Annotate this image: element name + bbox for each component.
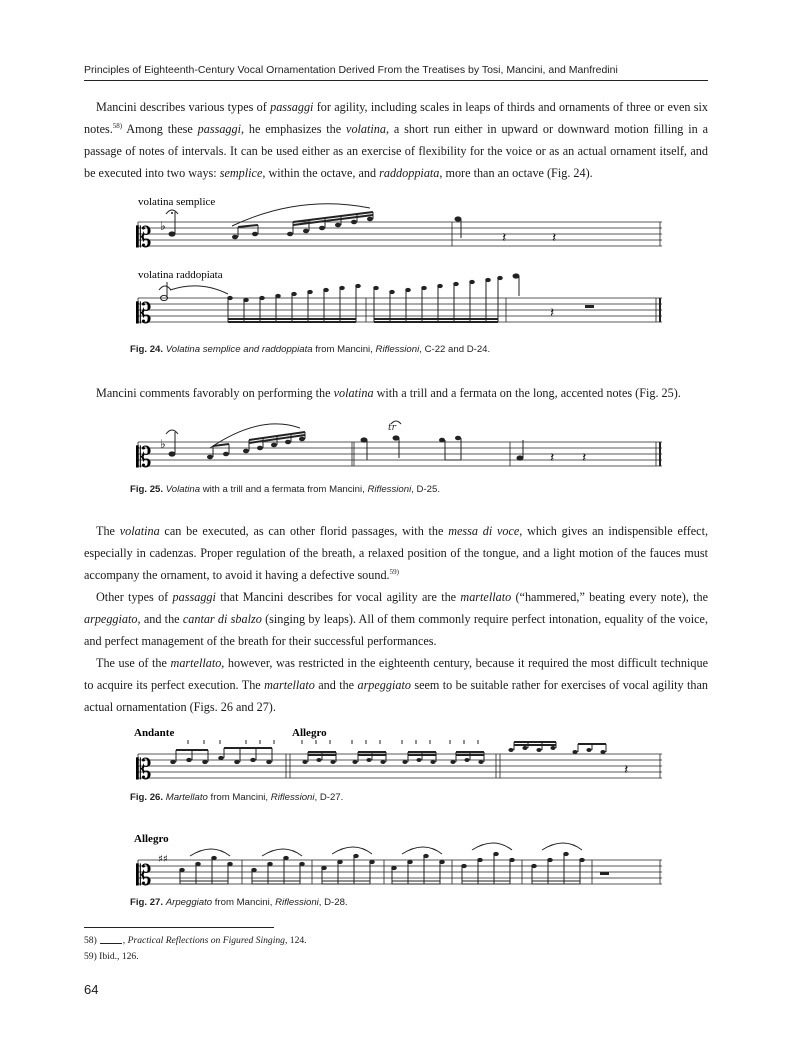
term: semplice (219, 166, 263, 180)
footnote-title: , Practical Reflections on Figured Singing (122, 935, 285, 946)
caption-text: , D-28. (318, 897, 348, 908)
text: , he emphasizes the (240, 122, 347, 136)
text: , and the (137, 612, 183, 626)
caption-source: Riflessioni (375, 344, 420, 355)
caption-number: Fig. 24. (130, 344, 164, 355)
caption-title: Arpeggiato (165, 897, 213, 908)
text: The (96, 524, 120, 538)
term: martellato (170, 656, 222, 670)
caption-text: from Mancini, (312, 344, 376, 355)
flat-icon: ♭ (160, 437, 166, 451)
footnote-text: , 124. (284, 935, 307, 946)
sharp-icon: ♯♯ (158, 854, 168, 865)
svg-text:𝄽: 𝄽 (502, 230, 507, 246)
caption-text: , D-25. (411, 484, 441, 495)
staff-1 (138, 222, 662, 246)
label-volatina-raddopiata: volatina raddopiata (138, 269, 223, 281)
tempo-allegro: Allegro (292, 727, 327, 739)
label-volatina-semplice: volatina semplice (138, 196, 216, 208)
text: , however, was restricted in the eighteenth century, because it required the most difficult technique to acquire its perfect execution. The (84, 656, 708, 692)
text: and the (314, 678, 358, 692)
term: volatina (333, 386, 374, 400)
text: Among these (122, 122, 198, 136)
text: (“hammered,” beating every note), the (511, 590, 708, 604)
text: Other types of (96, 590, 173, 604)
tempo-andante: Andante (134, 727, 175, 739)
text: Mancini describes various types of (96, 100, 271, 114)
footnote-ref-59[interactable]: 59) (389, 567, 399, 576)
footnote-59: 59) Ibid., 126. (84, 951, 139, 962)
term: martellato (460, 590, 512, 604)
figure-27-music (130, 828, 670, 892)
staff-5 (138, 860, 662, 884)
flat-icon: ♭ (160, 219, 166, 233)
staff-4 (138, 754, 662, 778)
text: can be executed, as can other florid passages, with the (159, 524, 449, 538)
alto-clef-icon: 𝄡 (136, 753, 152, 786)
term: arpeggiato (84, 612, 138, 626)
text: with a trill and a fermata on the long, accented notes (Fig. 25). (373, 386, 681, 400)
paragraph-5 (84, 652, 708, 718)
alto-clef-icon: 𝄡 (136, 297, 152, 330)
alto-clef-icon: 𝄡 (136, 221, 152, 254)
paragraph-2 (84, 382, 708, 404)
term: volatina (119, 524, 160, 538)
paragraph-1 (84, 96, 708, 184)
page-number: 64 (84, 982, 99, 997)
caption-title: Martellato (165, 792, 208, 803)
caption-fig-24 (130, 344, 490, 355)
figure-25-music (130, 418, 670, 474)
caption-number: Fig. 25. (130, 484, 164, 495)
caption-text: from Mancini, (212, 897, 276, 908)
svg-text:𝄽: 𝄽 (550, 305, 555, 321)
svg-text:𝄽: 𝄽 (582, 450, 587, 466)
footnote-ref-58[interactable]: 58) (112, 121, 123, 130)
term: passaggi (172, 590, 216, 604)
svg-text:tr: tr (388, 423, 396, 433)
caption-fig-27 (130, 897, 348, 908)
caption-number: Fig. 27. (130, 897, 164, 908)
caption-text: from Mancini, (207, 792, 271, 803)
caption-title: Volatina semplice and raddoppiata (165, 344, 313, 355)
caption-source: Riflessioni (270, 792, 315, 803)
term: arpeggiato (357, 678, 411, 692)
term: cantar di sbalzo (182, 612, 262, 626)
paragraph-4 (84, 586, 708, 652)
text: seem to be suitable rather for exercises of vocal agility than actual ornamentation (Figs. 26 and 27). (84, 678, 708, 714)
tempo-allegro: Allegro (134, 833, 169, 845)
svg-text:𝄽: 𝄽 (552, 230, 557, 246)
caption-number: Fig. 26. (130, 792, 164, 803)
paragraph-3 (84, 520, 708, 586)
text: (singing by leaps). All of them commonly require perfect intonation, equality of the voice, and perfect management of the breath for their successful performances. (84, 612, 708, 648)
caption-text: with a trill and a fermata from Mancini, (200, 484, 368, 495)
term: messa di voce (448, 524, 520, 538)
alto-clef-icon: 𝄡 (136, 859, 152, 892)
notes-3 (166, 421, 586, 466)
text: , which gives an indispensible effect, especially in cadenzas. Proper regulation of the breath, a relaxed position of the tongue, and a light motion of the fauces must accompany the ornament, to avoid it having a defective sound. (84, 524, 709, 582)
term: martellato (264, 678, 315, 692)
term: volatina (346, 122, 386, 136)
text: Mancini comments favorably on performing the (96, 386, 334, 400)
svg-text:𝄽: 𝄽 (624, 762, 629, 778)
caption-source: Riflessioni (275, 897, 319, 908)
sixteenth-run-2 (373, 276, 503, 322)
text: for agility, including scales in leaps of thirds and ornaments of three or even six notes. (84, 100, 708, 136)
caption-source: Riflessioni (367, 484, 412, 495)
svg-text:𝄽: 𝄽 (550, 450, 555, 466)
figure-24-music (130, 192, 670, 330)
term: raddoppiata (379, 166, 440, 180)
footnote-number: 58) (84, 935, 97, 946)
caption-text: , D-27. (314, 792, 344, 803)
text: , a short run either in upward or downward motion filling in a passage of notes of intervals. It can be used either as an exercise of flexibility for the voice or as an actual ornament itself, and be executed into two ways: (84, 122, 708, 180)
ibid-blank (100, 943, 122, 944)
text: The use of the (96, 656, 171, 670)
caption-fig-26 (130, 792, 343, 803)
caption-fig-25 (130, 484, 440, 495)
term: passaggi (270, 100, 314, 114)
caption-title: Volatina (165, 484, 201, 495)
text: , within the octave, and (262, 166, 380, 180)
footnote-58 (84, 935, 307, 946)
term: passaggi (197, 122, 241, 136)
caption-text: , C-22 and D-24. (419, 344, 491, 355)
text: , more than an octave (Fig. 24). (439, 166, 593, 180)
running-head: Principles of Eighteenth-Century Vocal Ornamentation Derived From the Treatises by Tosi, Mancini, and Manfredini (84, 64, 708, 81)
figure-26-music (130, 722, 670, 786)
text: that Mancini describes for vocal agility are the (215, 590, 461, 604)
footnote-rule (84, 927, 274, 928)
alto-clef-icon: 𝄡 (136, 441, 152, 474)
